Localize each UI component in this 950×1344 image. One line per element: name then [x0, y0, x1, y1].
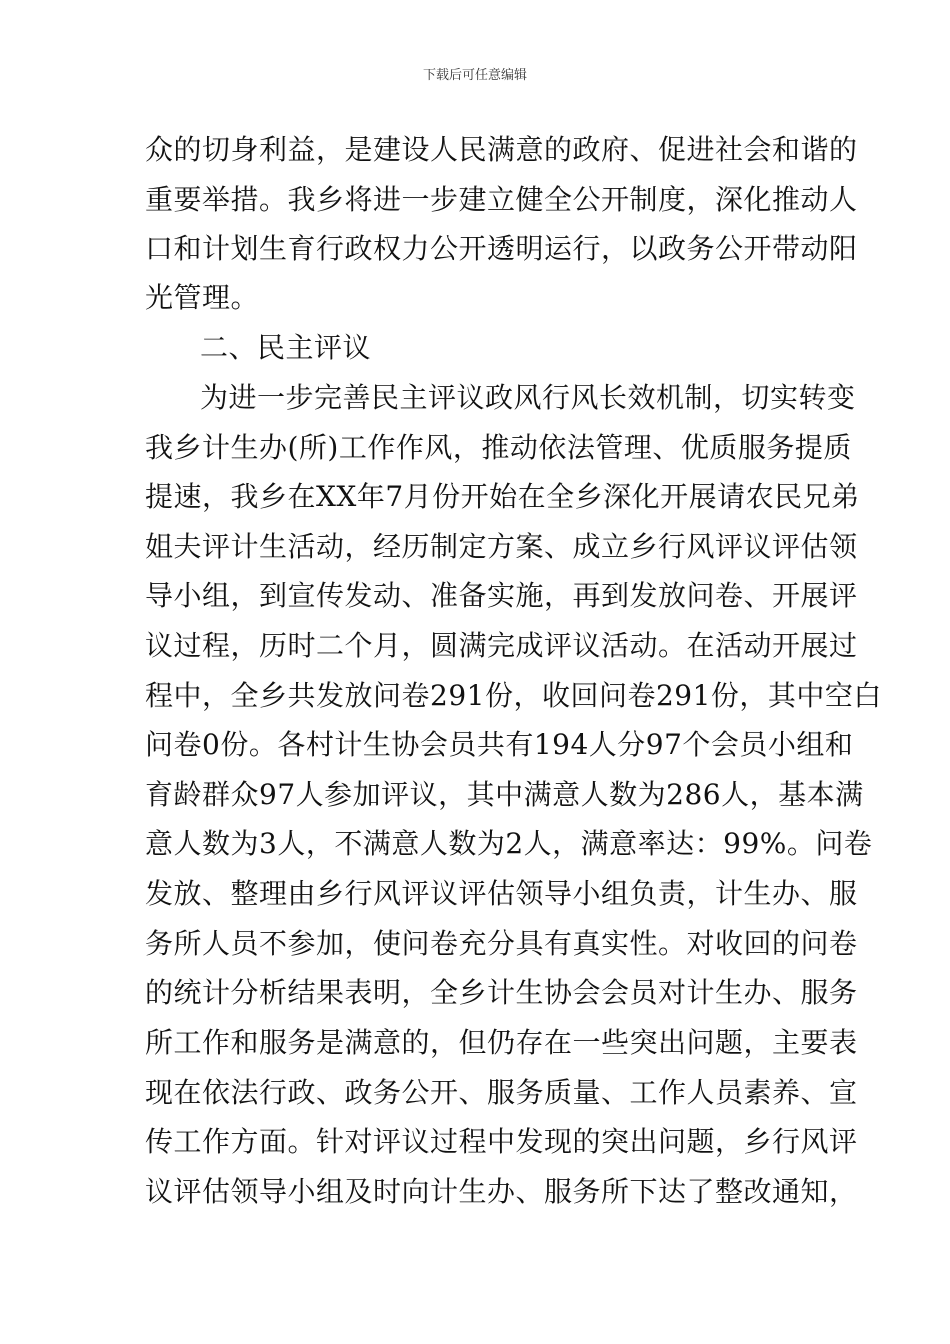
text-line: 程中，全乡共发放问卷291份，收回问卷291份，其中空白 [145, 679, 882, 712]
text-line: 议评估领导小组及时向计生办、服务所下达了整改通知， [145, 1175, 858, 1208]
text-line: 我乡计生办(所)工作作风，推动依法管理、优质服务提质 [145, 431, 852, 464]
text-line: 传工作方面。针对评议过程中发现的突出问题，乡行风评 [145, 1125, 858, 1158]
text-line: 导小组，到宣传发动、准备实施，再到发放问卷、开展评 [145, 579, 858, 612]
text-line: 发放、整理由乡行风评议评估领导小组负责，计生办、服 [145, 877, 858, 910]
text-line: 育龄群众97人参加评议，其中满意人数为286人，基本满 [145, 778, 864, 811]
text-line: 议过程，历时二个月，圆满完成评议活动。在活动开展过 [145, 629, 858, 662]
text-line: 提速，我乡在XX年7月份开始在全乡深化开展请农民兄弟 [145, 480, 860, 513]
text-line: 姐夫评计生活动，经历制定方案、成立乡行风评议评估领 [145, 530, 858, 563]
text-line: 现在依法行政、政务公开、服务质量、工作人员素养、宣 [145, 1076, 858, 1109]
text-line: 重要举措。我乡将进一步建立健全公开制度，深化推动人 [145, 183, 858, 216]
text-line: 为进一步完善民主评议政风行风长效机制，切实转变 [200, 381, 856, 414]
text-line: 问卷0份。各村计生协会员共有194人分97个会员小组和 [145, 728, 854, 761]
section-heading: 二、民主评议 [200, 331, 372, 364]
text-line: 务所人员不参加，使问卷充分具有真实性。对收回的问卷 [145, 927, 858, 960]
text-line: 所工作和服务是满意的，但仍存在一些突出问题，主要表 [145, 1026, 858, 1059]
page-header: 下载后可任意编辑 [422, 68, 527, 83]
text-line: 光管理。 [145, 281, 260, 314]
text-line: 口和计划生育行政权力公开透明运行，以政务公开带动阳 [145, 232, 858, 265]
text-line: 的统计分析结果表明，全乡计生协会会员对计生办、服务 [145, 976, 858, 1009]
text-line: 众的切身利益，是建设人民满意的政府、促进社会和谐的 [145, 133, 858, 166]
text-line: 意人数为3人，不满意人数为2人，满意率达：99%。问卷 [145, 827, 873, 860]
